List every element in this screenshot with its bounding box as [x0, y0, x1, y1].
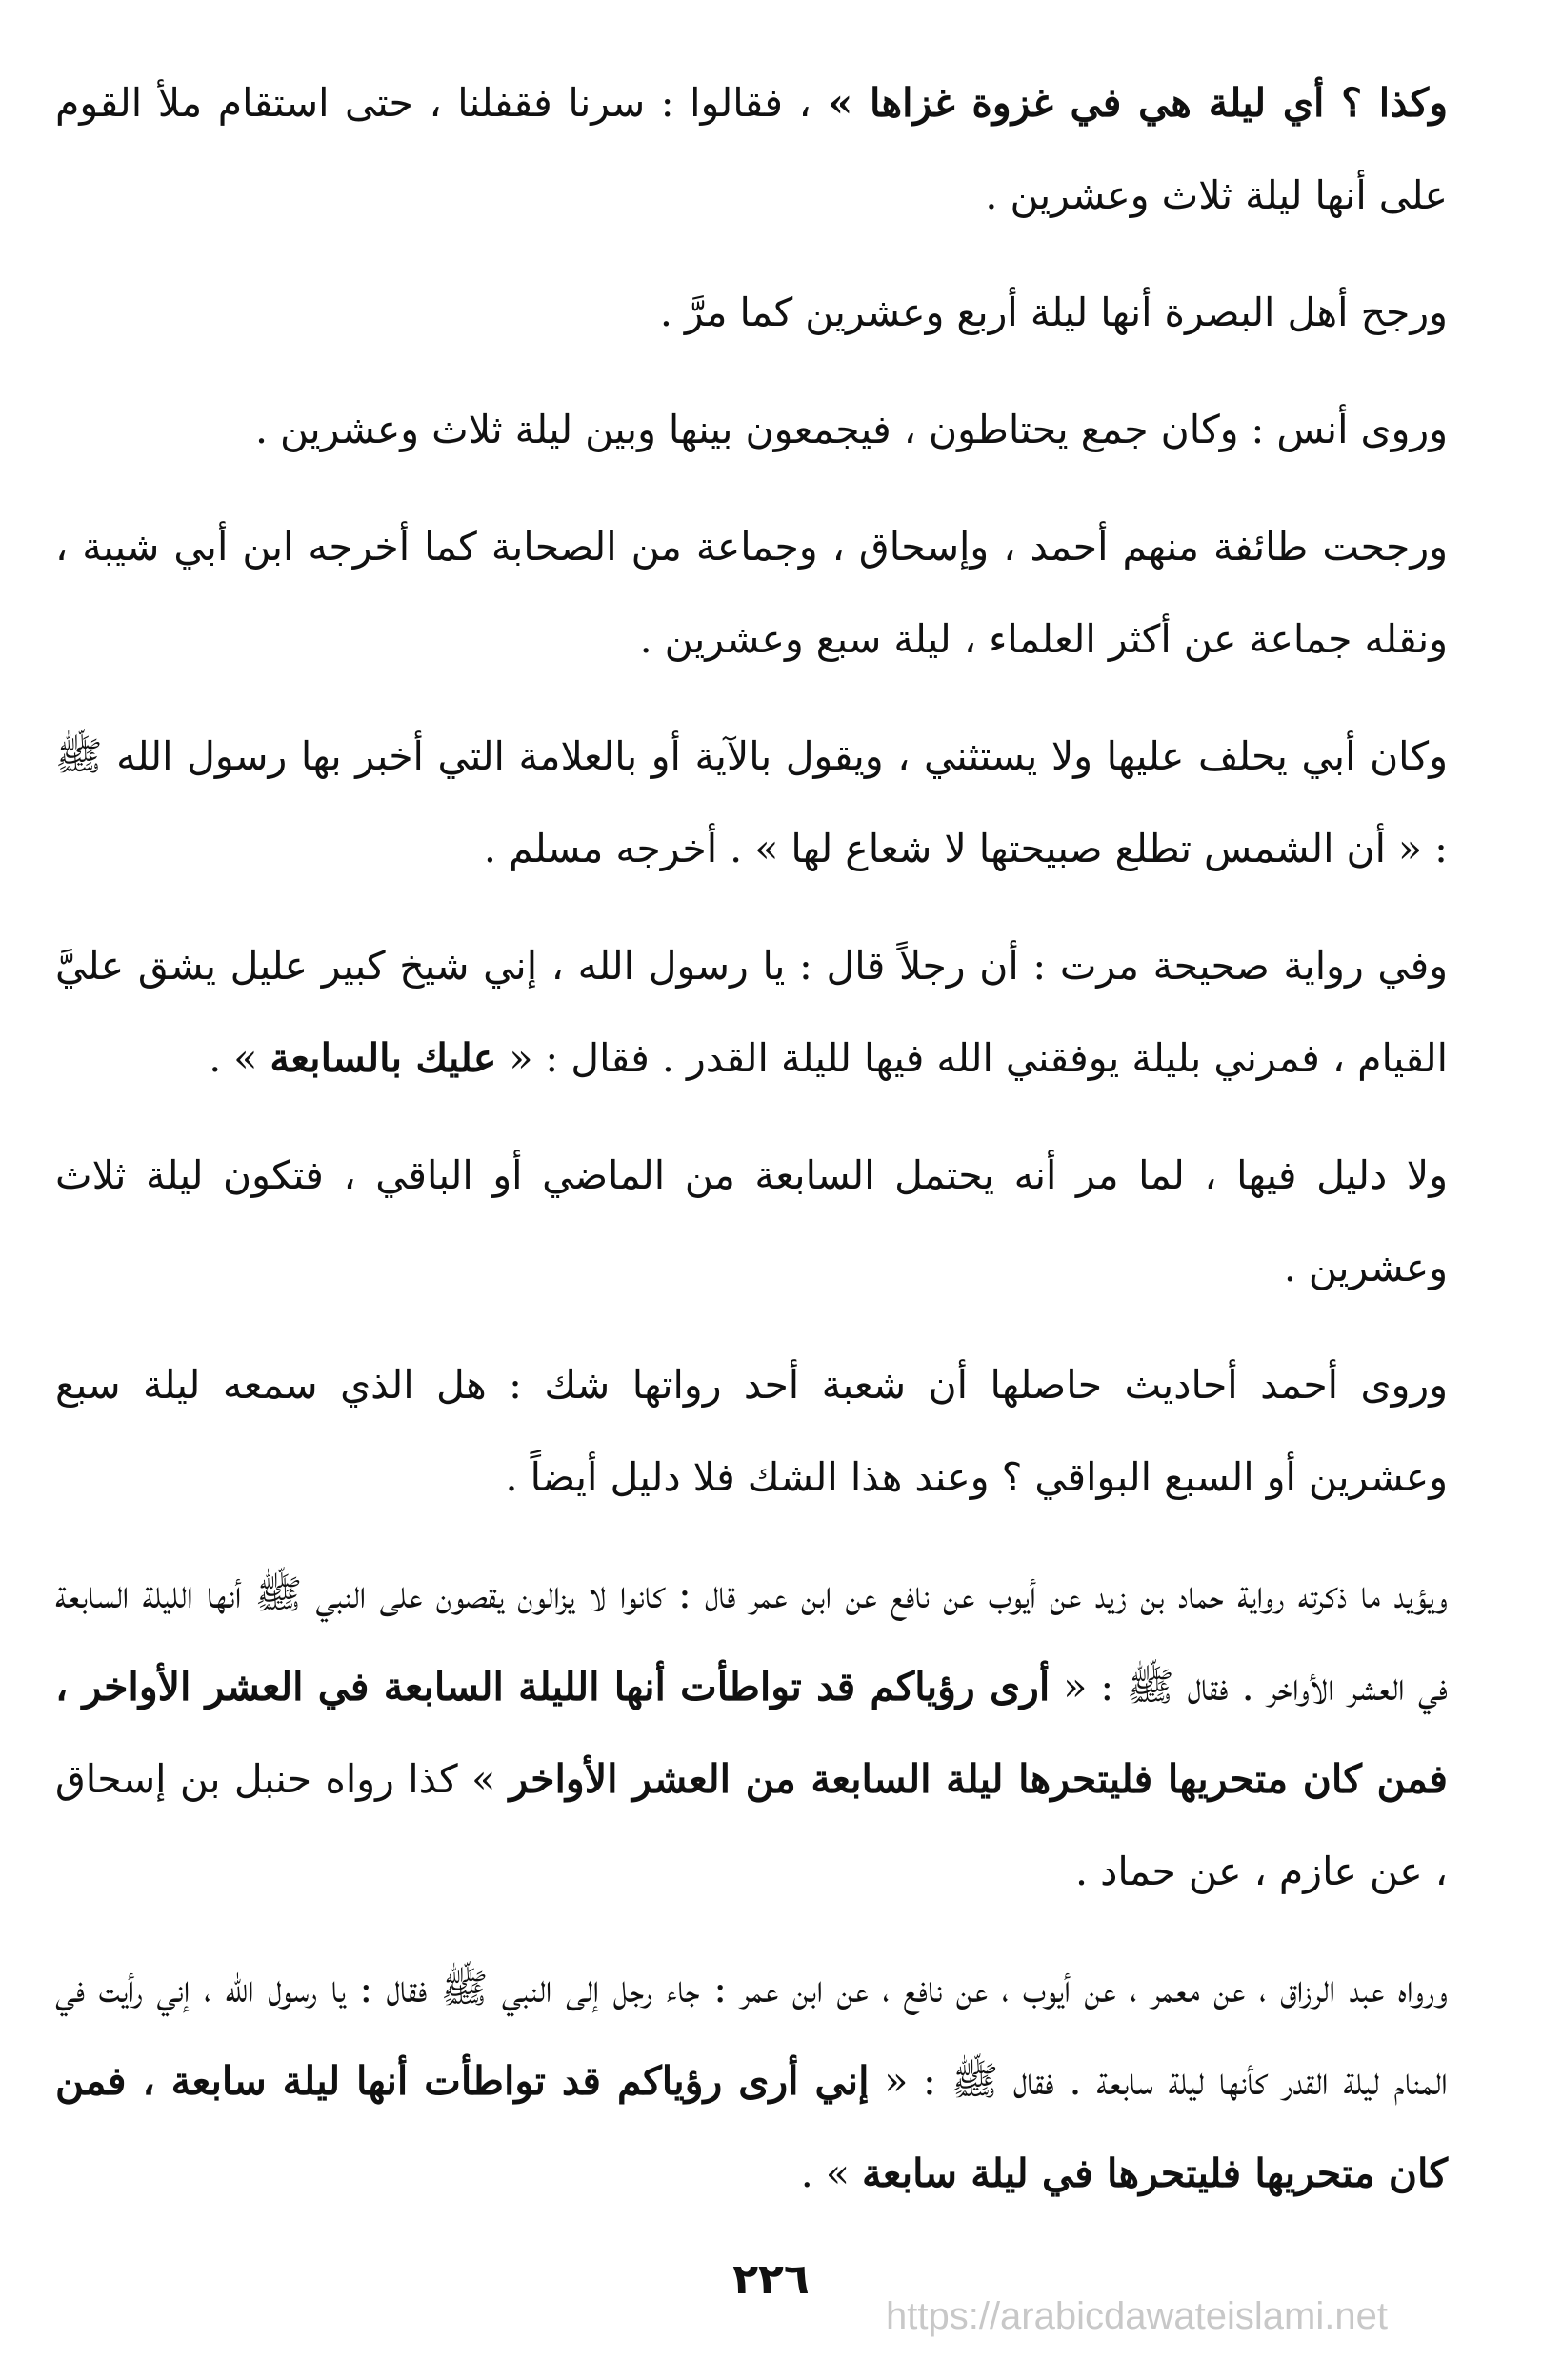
- paragraph-6-bold: عليك بالسابعة: [270, 1035, 497, 1081]
- paragraph-10-bold: إني أرى رؤياكم قد تواطأت أنها ليلة سابعة ، فمن كان متحريها فليتحرها في ليلة سابعة: [55, 2058, 1448, 2196]
- paragraph-9-text-3: » كذا رواه حنبل بن إسحاق ، عن عازم ، عن حماد .: [55, 1756, 1448, 1894]
- paragraph-9-text-1: ويؤيد ما ذكرته رواية حماد بن زيد عن أيوب عن نافع عن ابن عمر قال : كانوا لا يزالون يقصون على النبي ﷺ أنها الليلة السابعة في العشر الأواخر . فقال ﷺ : «: [55, 1571, 1449, 1710]
- paragraph-8-text: وروى أحمد أحاديث حاصلها أن شعبة أحد رواتها شك : هل الذي سمعه ليلة سبع وعشرين أو السبع البواقي ؟ وعند هذا الشك فلا دليل أيضاً .: [55, 1362, 1448, 1500]
- paragraph-8: [55, 1339, 1448, 1524]
- page-body: [55, 57, 1448, 2245]
- paragraph-1-bold-1: وكذا ؟ أي ليلة هي في غزوة غزاها »: [811, 80, 1448, 126]
- paragraph-1: [55, 57, 1448, 242]
- paragraph-4: [55, 501, 1448, 686]
- paragraph-9-bold: أرى رؤياكم قد تواطأت أنها الليلة السابعة في العشر الأواخر ، فمن كان متحريها فليتحرها ليلة السابعة من العشر الأواخر: [55, 1664, 1448, 1802]
- page-number: ٢٢٦: [732, 2255, 810, 2304]
- paragraph-5-text: وكان أبي يحلف عليها ولا يستثني ، ويقول بالآية أو بالعلامة التي أخبر بها رسول الله ﷺ : « أن الشمس تطلع صبيحتها لا شعاع لها » . أخرجه مسلم .: [55, 733, 1448, 871]
- paragraph-1-text-2: ، فقالوا : سرنا فقفلنا ، حتى استقام ملأ القوم على أنها ليلة ثلاث وعشرين .: [55, 80, 1448, 218]
- paragraph-2: [55, 267, 1448, 359]
- paragraph-7: [55, 1130, 1448, 1314]
- paragraph-2-text: ورجح أهل البصرة أنها ليلة أربع وعشرين كما مرَّ .: [659, 290, 1448, 335]
- paragraph-9: [55, 1549, 1448, 1918]
- paragraph-10: [55, 1943, 1448, 2220]
- paragraph-7-text: ولا دليل فيها ، لما مر أنه يحتمل السابعة من الماضي أو الباقي ، فتكون ليلة ثلاث وعشرين .: [55, 1152, 1448, 1290]
- paragraph-6-text-1: وفي رواية صحيحة مرت : أن رجلاً قال : يا رسول الله ، إني شيخ كبير عليل يشق عليَّ القيام ، فمرني بليلة يوفقني الله فيها لليلة القدر . فقال : «: [55, 943, 1448, 1081]
- paragraph-10-text-3: » .: [800, 2150, 862, 2196]
- paragraph-4-text: ورجحت طائفة منهم أحمد ، وإسحاق ، وجماعة من الصحابة كما أخرجه ابن أبي شيبة ، ونقله جماعة عن أكثر العلماء ، ليلة سبع وعشرين .: [55, 524, 1448, 662]
- paragraph-6-text-3: » .: [209, 1035, 270, 1081]
- paragraph-3-text: وروى أنس : وكان جمع يحتاطون ، فيجمعون بينها وبين ليلة ثلاث وعشرين .: [254, 407, 1448, 452]
- paragraph-10-text-1: ورواه عبد الرزاق ، عن معمر ، عن أيوب ، عن نافع ، عن ابن عمر : جاء رجل إلى النبي ﷺ فقال : يا رسول الله ، إني رأيت في المنام ليلة القدر كأنها ليلة سابعة . فقال ﷺ : «: [55, 1966, 1448, 2104]
- paragraph-6: [55, 920, 1448, 1105]
- watermark-url: https://arabicdawateislami.net: [886, 2295, 1388, 2337]
- paragraph-3: [55, 384, 1448, 476]
- paragraph-5: [55, 710, 1448, 895]
